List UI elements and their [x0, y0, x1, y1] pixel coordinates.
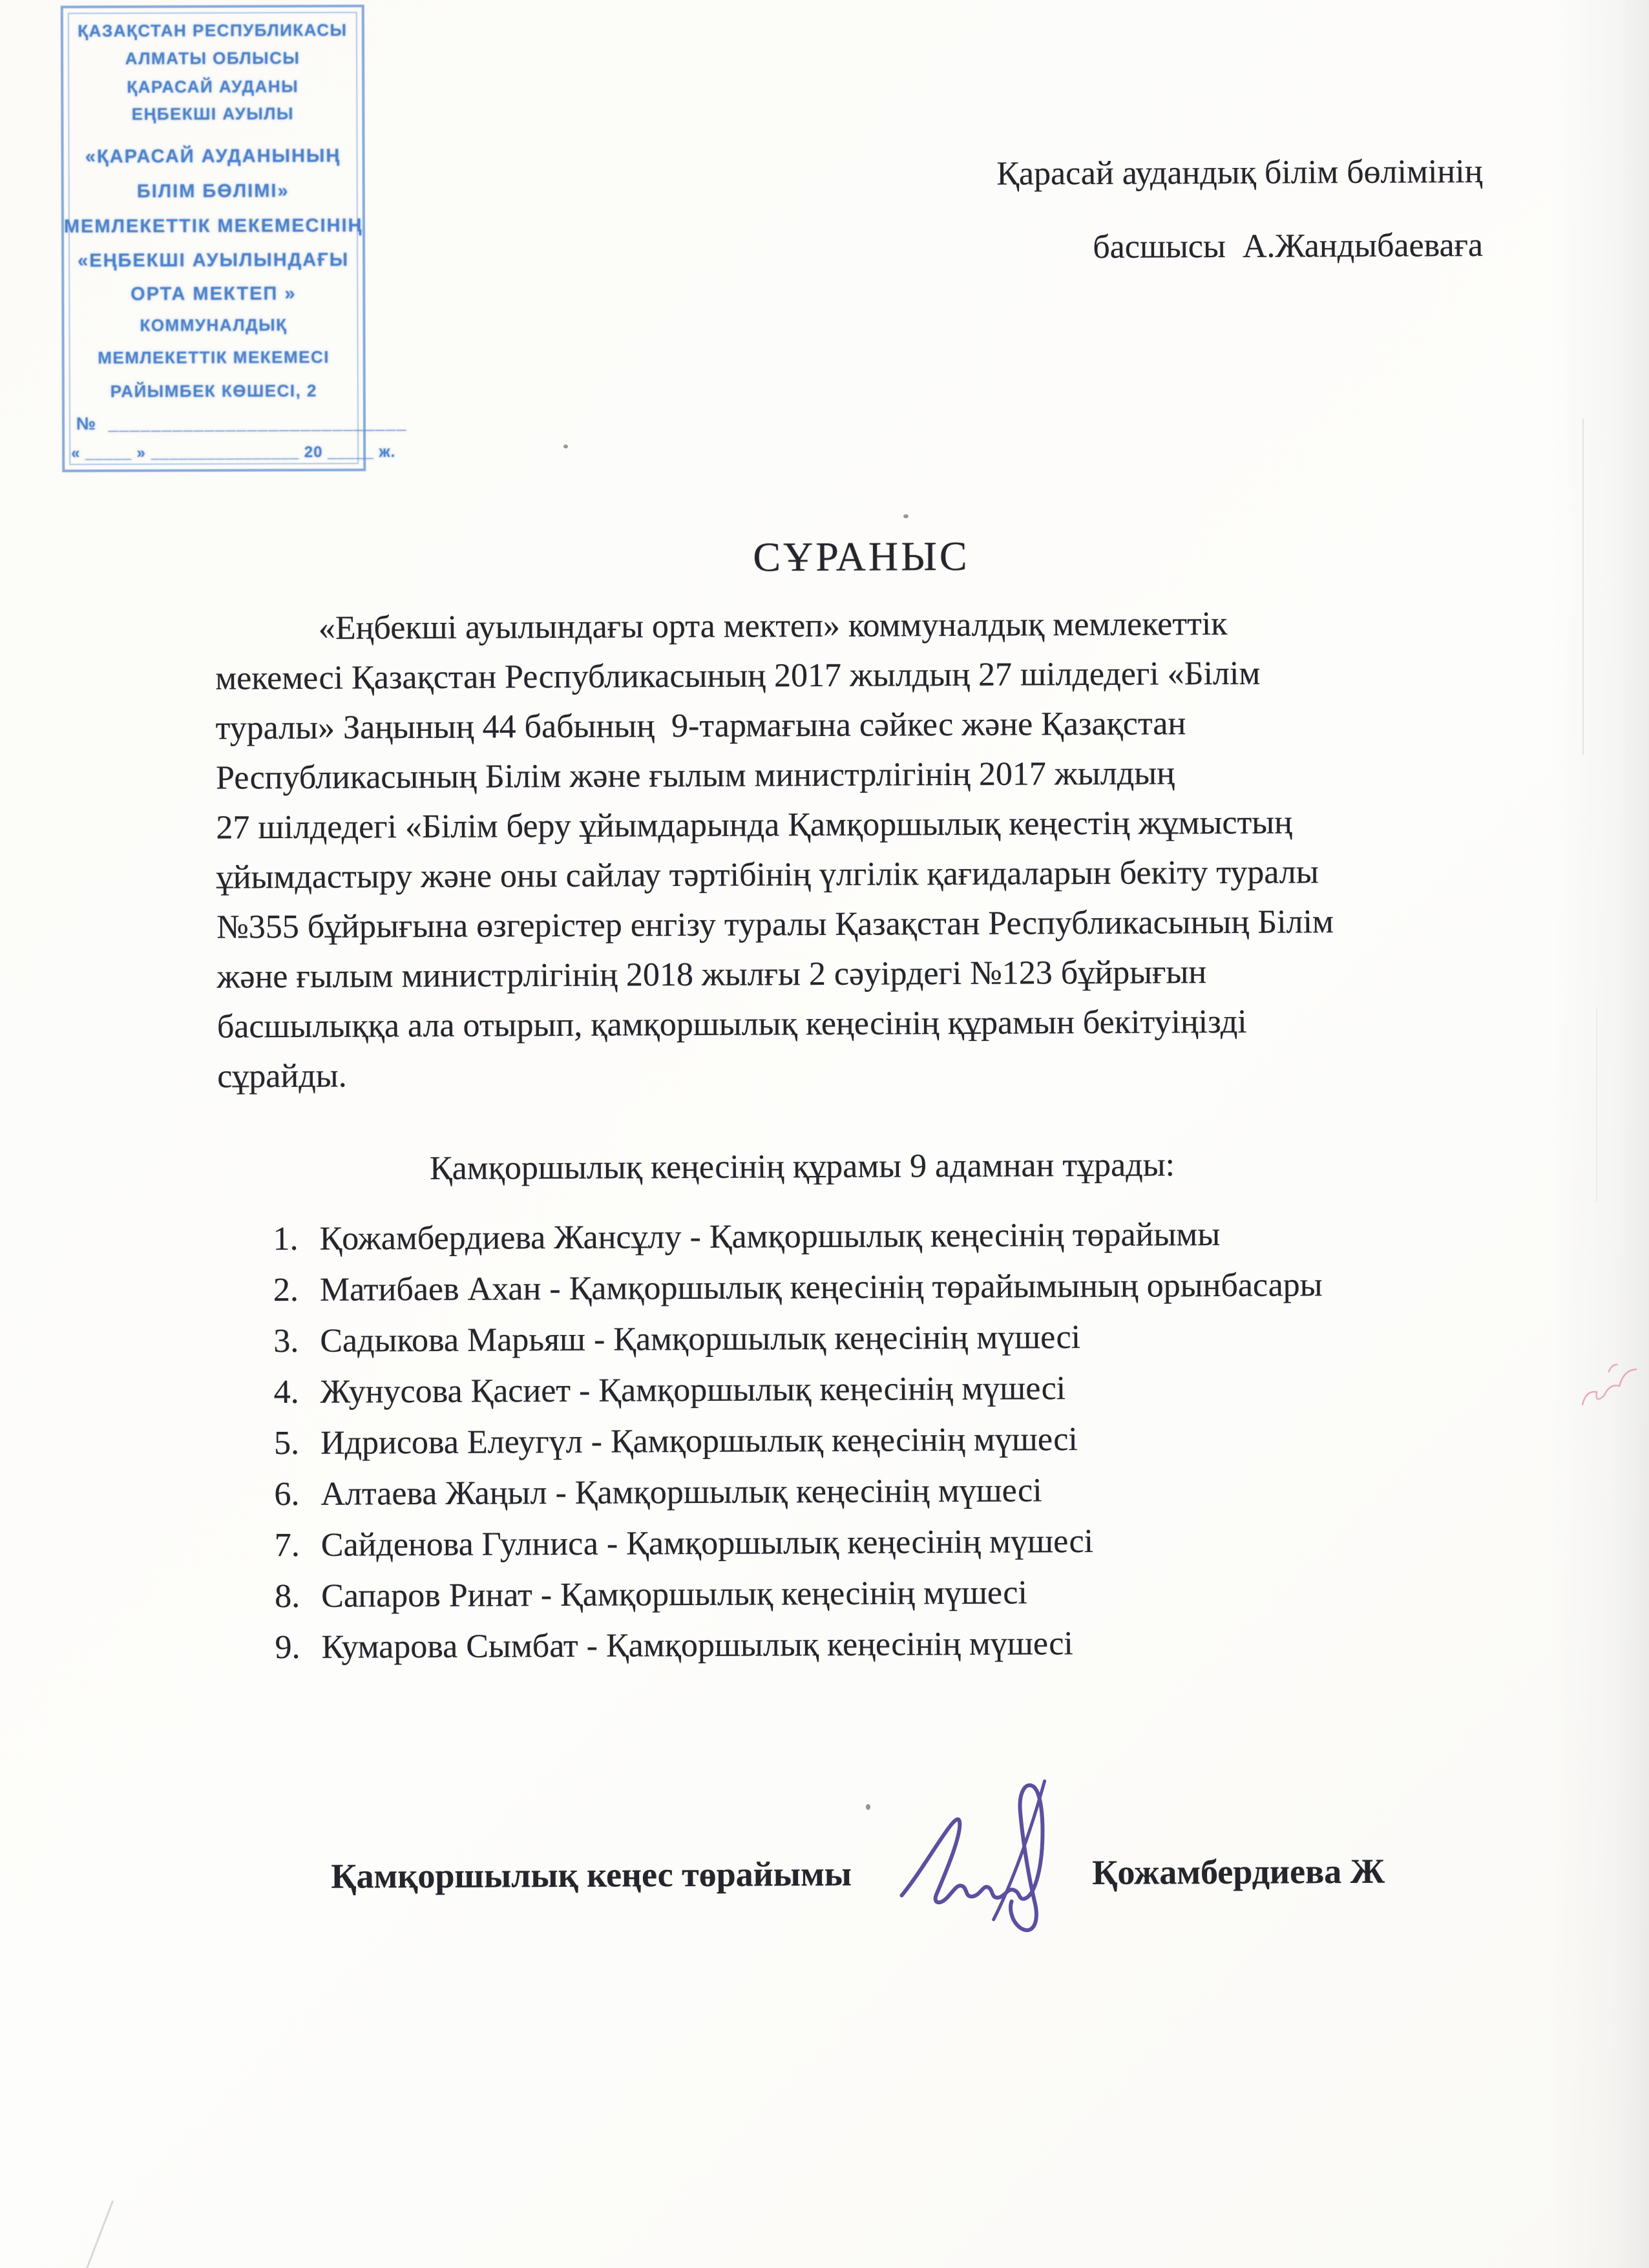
body-line: «Еңбекші ауылындағы орта мектеп» коммуналдық мемлекеттік	[318, 605, 1228, 647]
list-item	[273, 1361, 1323, 1418]
list-item	[275, 1566, 1324, 1622]
list-item-number: 1.	[273, 1220, 299, 1258]
addressee-line: басшысы А.Жандыбаеваға	[1093, 227, 1484, 266]
stamp-number-line: № ____________________________	[76, 412, 408, 434]
stamp-line: МЕМЛЕКЕТТІК МЕКЕМЕСІ	[98, 347, 330, 368]
list-item-number: 5.	[273, 1424, 300, 1462]
list-item	[273, 1259, 1323, 1316]
list-item	[273, 1310, 1323, 1367]
list-item-number: 2.	[273, 1271, 299, 1309]
council-subtitle: Қамқоршылық кеңесінің құрамы 9 адамнан тұрады:	[429, 1146, 1175, 1187]
addressee-block	[906, 135, 1483, 285]
signature-role-label: Қамқоршылық кеңес төрайымы	[331, 1854, 852, 1896]
stamp-line: МЕМЛЕКЕТТІК МЕКЕМЕСІНІҢ	[63, 215, 363, 237]
ink-speck	[866, 1804, 870, 1810]
body-line: 27 шілдедегі «Білім беру ұйымдарында Қамқоршылық кеңестің жұмыстың	[216, 804, 1293, 846]
stamp-line: ҚАРАСАЙ АУДАНЫ	[127, 76, 299, 97]
ink-speck	[563, 445, 568, 448]
body-line: сұрайды.	[217, 1057, 347, 1095]
addressee-line: Қарасай аудандық білім бөлімінің	[996, 153, 1483, 193]
stamp-line: ЕҢБЕКШІ АУЫЛЫ	[131, 103, 294, 124]
body-paragraph	[215, 598, 1504, 1102]
body-line: Республикасының Білім және ғылым министрлігінің 2017 жылдың	[215, 755, 1175, 797]
scanner-streak	[1596, 1008, 1597, 1202]
stamp-line: ОРТА МЕКТЕП »	[131, 283, 297, 305]
list-item-text: Алтаева Жаңыл - Қамқоршылық кеңесінің мүшесі	[320, 1472, 1042, 1513]
list-item-text: Қожамбердиева Жансұлу - Қамқоршылық кеңесінің төрайымы	[319, 1216, 1221, 1257]
list-item-text: Садыкова Марьяш - Қамқоршылық кеңесінің мүшесі	[320, 1319, 1081, 1360]
list-item-number: 4.	[273, 1373, 299, 1411]
list-item-text: Кумарова Сымбат - Қамқоршылық кеңесінің мүшесі	[321, 1625, 1073, 1666]
stamp-line: КОММУНАЛДЫҚ	[140, 315, 288, 335]
stamp-line: ҚАЗАҚСТАН РЕСПУБЛИКАСЫ	[78, 20, 348, 41]
stamp-line: РАЙЫМБЕК КӨШЕСІ, 2	[110, 381, 317, 401]
list-item-text: Жунусова Қасиет - Қамқоршылық кеңесінің мүшесі	[320, 1370, 1066, 1411]
list-item-number: 6.	[274, 1475, 300, 1513]
stamp-date-line: « _____ » ________________ 20 _____ ж.	[71, 443, 396, 462]
list-item	[274, 1464, 1323, 1520]
handwritten-signature-icon	[896, 1761, 1103, 1944]
list-item-text: Сапаров Ринат - Қамқоршылық кеңесінің мүшесі	[321, 1574, 1028, 1615]
list-item	[275, 1515, 1324, 1571]
stamp-line: АЛМАТЫ ОБЛЫСЫ	[125, 48, 300, 68]
list-item-text: Сайденова Гулниса - Қамқоршылық кеңесінің мүшесі	[320, 1522, 1094, 1564]
ink-speck	[903, 514, 909, 518]
list-item-text: Идрисова Елеугүл - Қамқоршылық кеңесінің мүшесі	[320, 1421, 1078, 1462]
list-item	[274, 1412, 1323, 1469]
stamp-line: «ЕҢБЕКШІ АУЫЛЫНДАҒЫ	[78, 249, 350, 271]
scanner-streak	[1582, 419, 1584, 755]
list-item-number: 8.	[275, 1577, 300, 1615]
body-line: ұйымдастыру және оны сайлау тәртібінің үлгілік қағидаларын бекіту туралы	[216, 854, 1319, 896]
list-item-number: 3.	[273, 1322, 299, 1360]
list-item-number: 7.	[274, 1526, 300, 1564]
list-item	[273, 1208, 1322, 1265]
body-line: басшылыққа ала отырып, қамқоршылық кеңесінің құрамын бекітуіңізді	[216, 1003, 1247, 1045]
body-line: туралы» Заңының 44 бабының 9-тармағына сәйкес және Қазақстан	[215, 705, 1186, 747]
body-line: мекемесі Қазақстан Республикасының 2017 жылдың 27 шілдедегі «Білім	[215, 655, 1261, 697]
signature-name: Қожамбердиева Ж	[1092, 1851, 1385, 1892]
stamp-line: БІЛІМ БӨЛІМІ»	[136, 180, 289, 202]
body-line: №355 бұйрығына өзгерістер енгізу туралы Қазақстан Республикасының Білім	[216, 903, 1334, 946]
document-title: СҰРАНЫС	[753, 532, 970, 580]
council-members-list	[273, 1208, 1324, 1673]
stamp-line: «ҚАРАСАЙ АУДАНЫНЫҢ	[85, 145, 341, 167]
list-item-number: 9.	[275, 1628, 300, 1666]
list-item	[275, 1617, 1324, 1673]
list-item-text: Матибаев Ахан - Қамқоршылық кеңесінің төрайымының орынбасары	[319, 1266, 1323, 1308]
body-line: және ғылым министрлігінің 2018 жылғы 2 сәуірдегі №123 бұйрығын	[216, 954, 1207, 996]
